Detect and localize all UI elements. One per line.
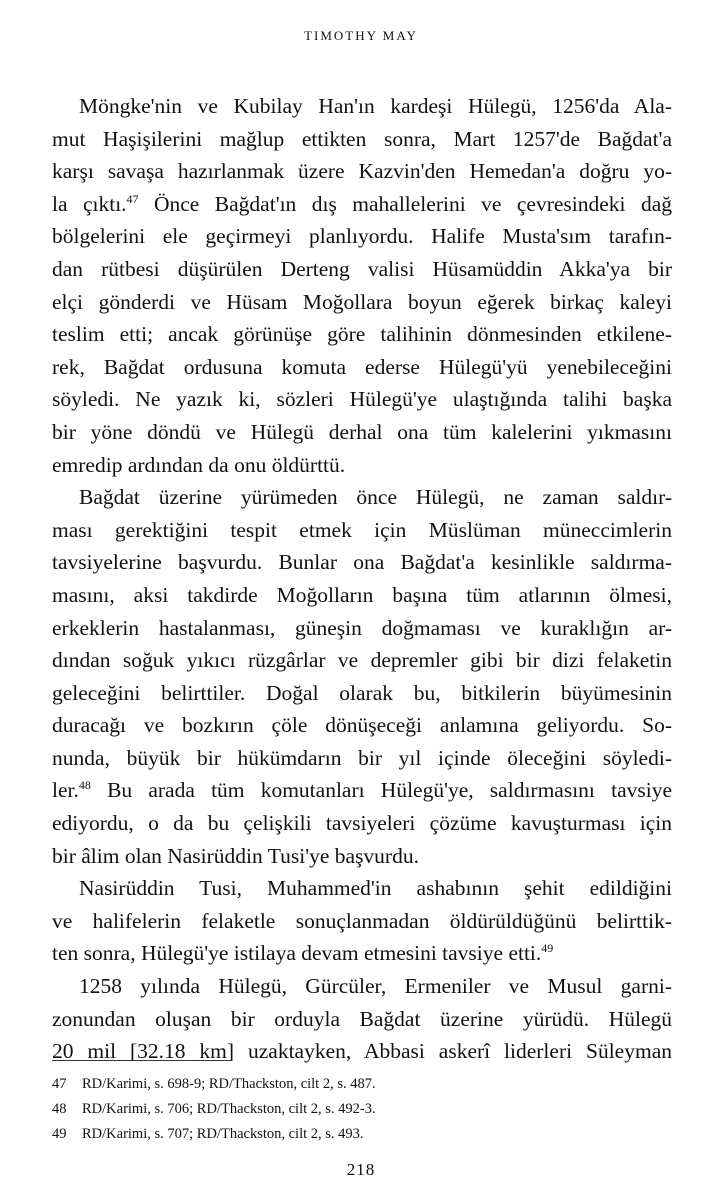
footnote	[52, 1122, 672, 1147]
text-line	[52, 709, 672, 742]
text-line-content: söyledi. Ne yazık ki, sözleri Hülegü'ye ulaştığında talihi başka	[52, 387, 672, 412]
text-line	[52, 872, 672, 905]
text-line	[52, 253, 672, 286]
text-line	[52, 742, 672, 775]
text-line	[52, 546, 672, 579]
text-line-content: dan rütbesi düşürülen Derteng valisi Hüsamüddin Akka'ya bir	[52, 256, 672, 281]
text-line-content: ediyordu, o da bu çelişkili tavsiyeleri çözüme kavuşturması için	[52, 811, 672, 836]
footnote-text: RD/Karimi, s. 698-9; RD/Thackston, cilt 2, s. 487.	[82, 1076, 376, 1092]
text-line	[52, 970, 672, 1003]
text-line	[52, 840, 672, 873]
footnote	[52, 1097, 672, 1122]
text-line-content: emredip ardından da onu öldürttü.	[52, 452, 346, 477]
footnotes	[52, 1072, 672, 1147]
text-line-content: bir âlim olan Nasirüddin Tusi'ye başvurdu.	[52, 843, 419, 868]
text-line	[52, 1003, 672, 1036]
text-line	[52, 579, 672, 612]
footnote-number: 49	[52, 1126, 67, 1142]
text-line-content: 20 mil [32.18 km] uzaktayken, Abbasi askerî liderleri Süleyman	[52, 1039, 672, 1064]
text-line-content: nunda, büyük bir hükümdarın bir yıl içinde öleceğini söyledi-	[52, 745, 672, 770]
text-line-content: masını, aksi takdirde Moğolların başına tüm atlarının ölmesi,	[52, 582, 672, 607]
footnote-reference[interactable]: 48	[78, 778, 91, 793]
text-line-content: mut Haşişilerini mağlup ettikten sonra, Mart 1257'de Bağdat'a	[52, 126, 672, 151]
text-line	[52, 677, 672, 710]
text-line	[52, 514, 672, 547]
text-line	[52, 318, 672, 351]
text-line	[52, 1035, 672, 1068]
text-line-content: 1258 yılında Hülegü, Gürcüler, Ermeniler ve Musul garni-	[79, 974, 672, 999]
text-line-content: geleceğini belirttiler. Doğal olarak bu, bitkilerin büyümesinin	[52, 680, 672, 705]
text-line	[52, 155, 672, 188]
text-line	[52, 286, 672, 319]
footnote	[52, 1072, 672, 1097]
text-line	[52, 905, 672, 938]
text-line-content: ten sonra, Hülegü'ye istilaya devam etmesini tavsiye etti.	[52, 941, 542, 966]
page-number: 218	[346, 1160, 376, 1179]
text-line-continuation: Önce Bağdat'ın dış mahallelerini ve çevresindeki dağ	[138, 191, 672, 216]
text-line-content: duracağı ve bozkırın çöle dönüşeceği anlamına geliyordu. So-	[52, 713, 672, 738]
text-line	[52, 449, 672, 482]
text-line-content: tavsiyelerine başvurdu. Bunlar ona Bağdat'a kesinlikle saldırma-	[52, 550, 672, 575]
text-line	[52, 644, 672, 677]
text-line	[52, 351, 672, 384]
footnote-number: 47	[52, 1076, 67, 1092]
text-line-content: Nasirüddin Tusi, Muhammed'in ashabının şehit edildiğini	[79, 876, 672, 901]
text-line-content: ler.	[52, 778, 79, 803]
running-header: TIMOTHY MAY	[304, 28, 418, 43]
text-line-content: la çıktı.	[52, 191, 127, 216]
footnote-number: 48	[52, 1101, 67, 1117]
text-line	[52, 123, 672, 156]
text-line	[52, 481, 672, 514]
text-line-content: Bağdat üzerine yürümeden önce Hülegü, ne zaman saldır-	[79, 485, 672, 510]
text-line-content: dından soğuk yıkıcı rüzgârlar ve depremler gibi bir dizi felaketin	[52, 648, 672, 673]
body-text	[52, 90, 672, 1068]
text-line-continuation: Bu arada tüm komutanları Hülegü'ye, saldırmasını tavsiye	[90, 778, 672, 803]
footnote-text: RD/Karimi, s. 706; RD/Thackston, cilt 2, s. 492-3.	[82, 1101, 376, 1117]
text-line	[52, 90, 672, 123]
text-line	[52, 612, 672, 645]
text-line-content: karşı savaşa hazırlanmak üzere Kazvin'den Hemedan'a doğru yo-	[52, 159, 672, 184]
footnote-reference[interactable]: 47	[126, 191, 139, 206]
text-line-content: Möngke'nin ve Kubilay Han'ın kardeşi Hülegü, 1256'da Ala-	[79, 94, 672, 118]
footnote-reference[interactable]: 49	[541, 941, 554, 956]
footnote-text: RD/Karimi, s. 707; RD/Thackston, cilt 2, s. 493.	[82, 1126, 364, 1142]
text-line-content: bir yöne döndü ve Hülegü derhal ona tüm kalelerini yıkmasını	[52, 419, 672, 444]
text-line-content: teslim etti; ancak görünüşe göre talihinin dönmesinden etkilene-	[52, 322, 672, 347]
text-line-content: rek, Bağdat ordusuna komuta ederse Hülegü'yü yenebileceğini	[52, 354, 672, 379]
footnote-separator	[52, 1060, 232, 1061]
text-line-content: ması gerektiğini tespit etmek için Müslüman müneccimlerin	[52, 517, 672, 542]
text-line	[52, 416, 672, 449]
text-line-content: elçi gönderdi ve Hüsam Moğollara boyun eğerek birkaç kaleyi	[52, 289, 672, 314]
text-line	[52, 188, 672, 221]
text-line-content: erkeklerin hastalanması, güneşin doğmaması ve kuraklığın ar-	[52, 615, 672, 640]
text-line-content: bölgelerini ele geçirmeyi planlıyordu. Halife Musta'sım tarafın-	[52, 224, 672, 249]
text-line-content: ve halifelerin felaketle sonuçlanmadan öldürüldüğünü belirttik-	[52, 908, 672, 933]
text-line-content: zonundan oluşan bir orduyla Bağdat üzerine yürüdü. Hülegü	[52, 1006, 672, 1031]
text-line	[52, 774, 672, 807]
text-line	[52, 220, 672, 253]
text-line	[52, 807, 672, 840]
text-line	[52, 383, 672, 416]
text-line	[52, 937, 672, 970]
